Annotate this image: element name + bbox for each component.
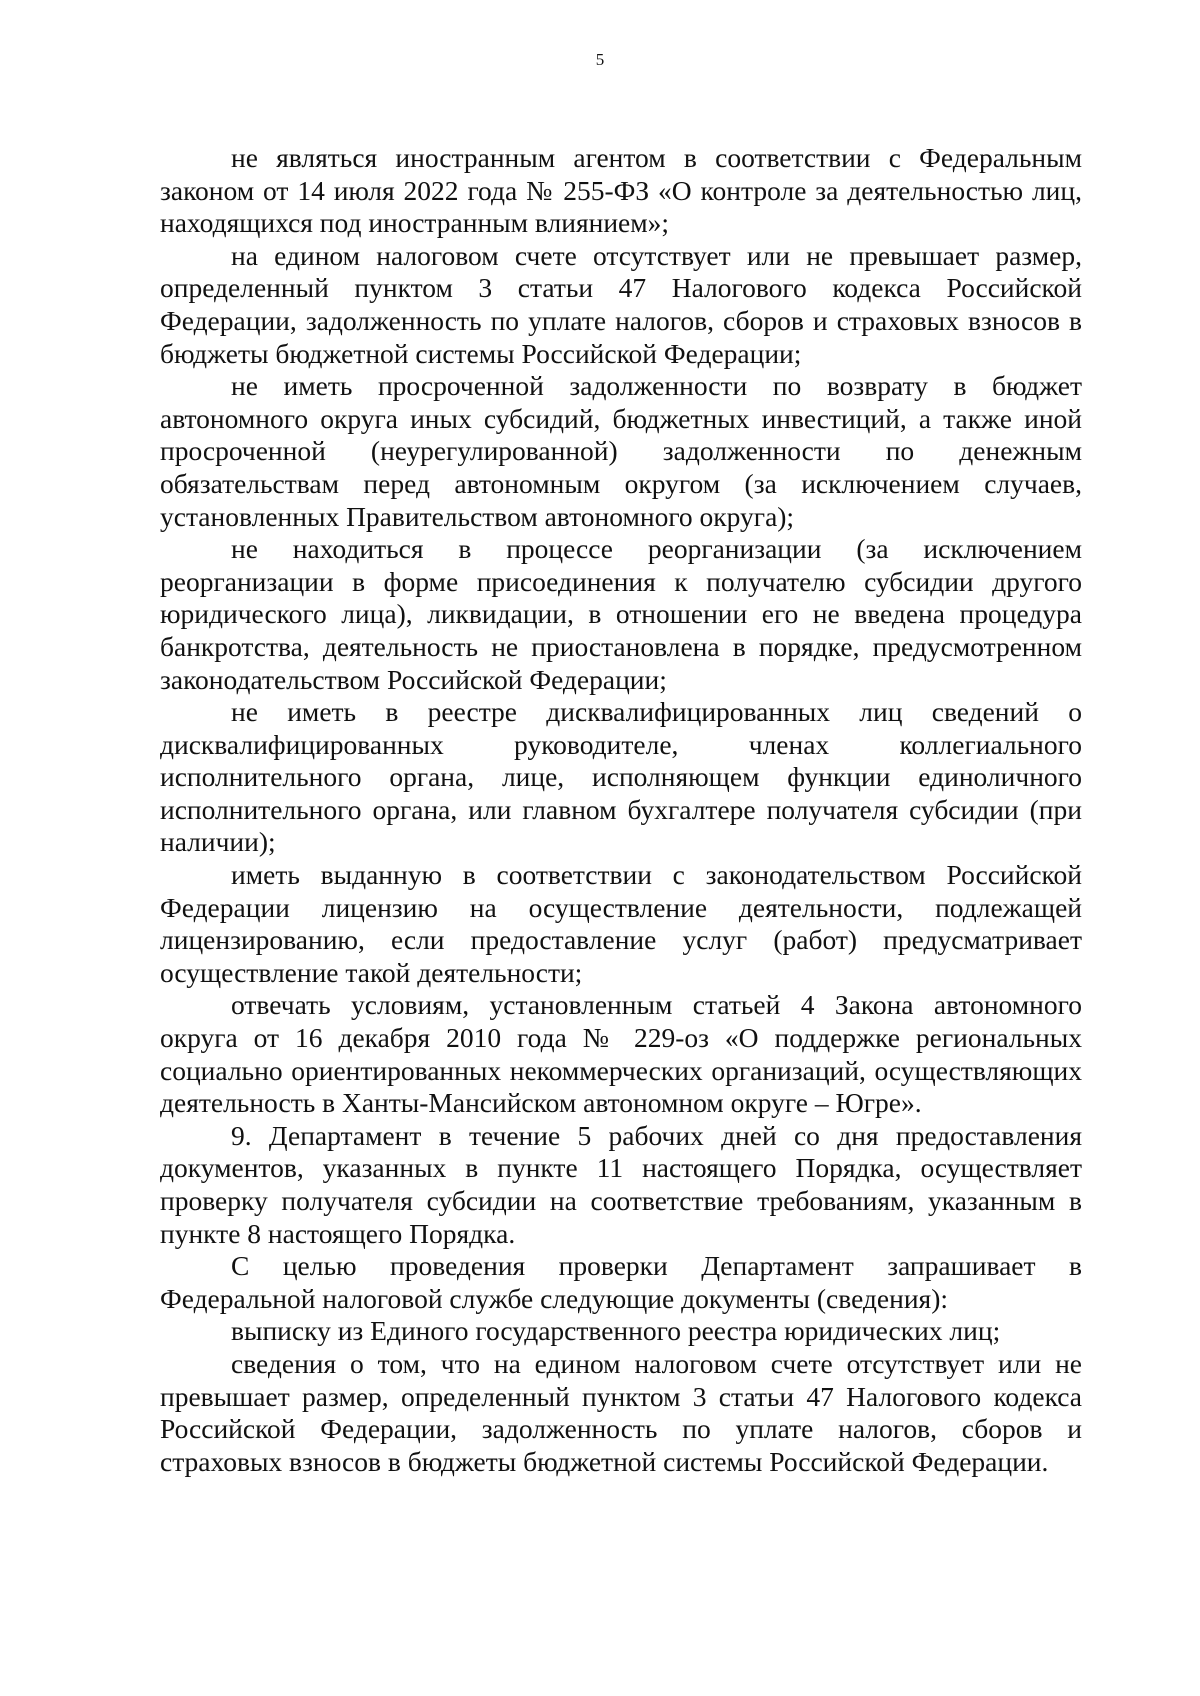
paragraph-disqualified-persons: не иметь в реестре дисквалифицированных лиц сведений о дисквалифицированных руководителе, членах коллегиального исполнительного органа, лице, исполняющем функции единоличного исполнительного органа, или главном бухгалтере получателя субсидии (при наличии); bbox=[160, 696, 1082, 858]
paragraph-overdue-debt: не иметь просроченной задолженности по возврату в бюджет автономного округа иных субсидий, бюджетных инвестиций, а также иной просроченной (неурегулированной) задолженности по денежным обязательствам перед автономным округом (за исключением случаев, установленных Правительством автономного округа); bbox=[160, 370, 1082, 532]
paragraph-license: иметь выданную в соответствии с законодательством Российской Федерации лицензию на осуществление деятельности, подлежащей лицензированию, если предоставление услуг (работ) предусматривает осуществление такой деятельности; bbox=[160, 859, 1082, 988]
paragraph-registry-extract: выписку из Единого государственного реестра юридических лиц; bbox=[231, 1315, 1001, 1347]
page-number: 5 bbox=[595, 50, 605, 69]
paragraph-law-conditions: отвечать условиям, установленным статьей 4 Закона автономного округа от 16 декабря 2010 года № 229-оз «О поддержке региональных социально ориентированных некоммерческих организаций, осуществляющих деятельность в Ханты-Мансийском автономном округе – Югре». bbox=[160, 989, 1082, 1119]
paragraph-tax-debt: на едином налоговом счете отсутствует или не превышает размер, определенный пунктом 3 статьи 47 Налогового кодекса Российской Федерации, задолженность по уплате налогов, сборов и страховых взносов в бюджеты бюджетной системы Российской Федерации; bbox=[160, 239, 1082, 369]
paragraph-tax-account-info: сведения о том, что на едином налоговом счете отсутствует или не превышает размер, определенный пунктом 3 статьи 47 Налогового кодекса Российской Федерации, задолженность по уплате налогов, сборов и страховых взносов в бюджеты бюджетной системы Российской Федерации. bbox=[160, 1347, 1082, 1477]
paragraph-verification-request: С целью проведения проверки Департамент запрашивает в Федеральной налоговой службе следующие документы (сведения): bbox=[160, 1250, 1082, 1314]
paragraph-foreign-agent: не являться иностранным агентом в соответствии с Федеральным законом от 14 июля 2022 года № 255-ФЗ «О контроле за деятельностью лиц, находящихся под иностранным влиянием»; bbox=[160, 142, 1082, 239]
paragraph-item-9: 9. Департамент в течение 5 рабочих дней со дня предоставления документов, указанных в пункте 11 настоящего Порядка, осуществляет проверку получателя субсидии на соответствие требованиям, указанным в пункте 8 настоящего Порядка. bbox=[160, 1119, 1082, 1249]
paragraph-reorganization: не находиться в процессе реорганизации (за исключением реорганизации в форме присоединения к получателю субсидии другого юридического лица), ликвидации, в отношении его не введена процедура банкротства, деятельность не приостановлена в порядке, предусмотренном законодательством Российской Федерации; bbox=[160, 533, 1082, 695]
document-body bbox=[160, 142, 1082, 1478]
